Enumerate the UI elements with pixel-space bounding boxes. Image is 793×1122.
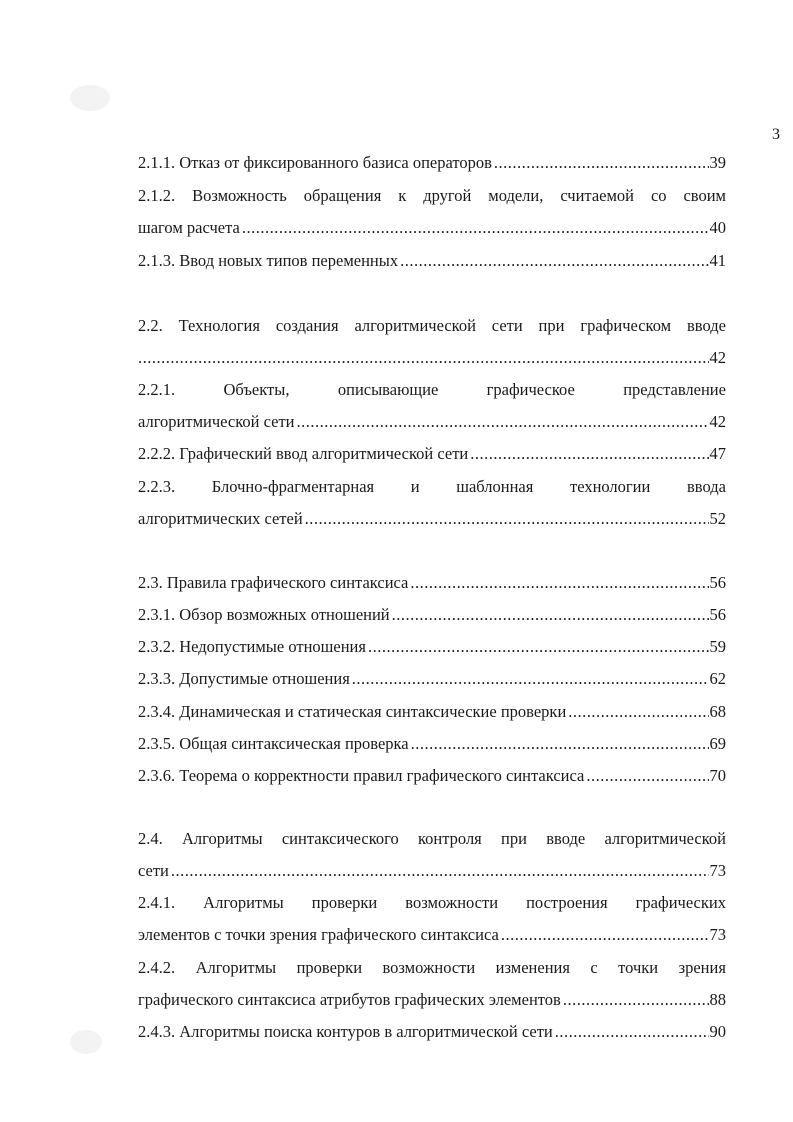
dot-leader bbox=[400, 249, 708, 273]
toc-entry-title: 2.1.1. Отказ от фиксированного базиса операторов bbox=[138, 153, 492, 172]
toc-entry-2-3-6[interactable] bbox=[138, 764, 726, 788]
toc-word: 2.2. bbox=[138, 316, 163, 335]
toc-entry-title: 2.3.2. Недопустимые отношения bbox=[138, 637, 366, 656]
toc-entry-title: 2.3.1. Обзор возможных отношений bbox=[138, 605, 390, 624]
toc-entry-title: элементов с точки зрения графического синтаксиса bbox=[138, 925, 499, 944]
toc-page-number: 56 bbox=[709, 605, 726, 624]
dot-leader bbox=[392, 603, 709, 627]
toc-entry-title: 2.3. Правила графического синтаксиса bbox=[138, 573, 409, 592]
toc-entry-2-4-line2[interactable] bbox=[138, 859, 726, 883]
dot-leader bbox=[501, 923, 709, 947]
toc-page-number: 39 bbox=[709, 153, 726, 172]
toc-word: считаемой bbox=[560, 186, 635, 205]
toc-entry-2-1-1[interactable] bbox=[138, 151, 726, 175]
toc-entry-title: графического синтаксиса атрибутов графических элементов bbox=[138, 990, 561, 1009]
toc-page-number: 56 bbox=[709, 573, 726, 592]
toc-entry-title: 2.3.4. Динамическая и статическая синтаксические проверки bbox=[138, 702, 567, 721]
dot-leader bbox=[555, 1020, 709, 1044]
toc-word: возможности bbox=[382, 958, 476, 977]
toc-entry-2-3-5[interactable] bbox=[138, 732, 726, 756]
toc-word: ввода bbox=[687, 477, 726, 496]
toc-page-number: 68 bbox=[709, 702, 726, 721]
toc-word: зрения bbox=[678, 958, 726, 977]
toc-page-number: 41 bbox=[709, 251, 726, 270]
toc-word: с bbox=[590, 958, 598, 977]
toc-entry-title: 2.1.3. Ввод новых типов переменных bbox=[138, 251, 399, 270]
dot-leader bbox=[242, 216, 709, 240]
toc-word: Технология bbox=[178, 316, 260, 335]
toc-page-number: 73 bbox=[709, 861, 726, 880]
toc-word: Объекты, bbox=[223, 380, 290, 399]
toc-word: вводе bbox=[686, 316, 726, 335]
toc-word: модели, bbox=[488, 186, 544, 205]
paper-stain bbox=[70, 85, 110, 111]
toc-word: Блочно-фрагментарная bbox=[211, 477, 375, 496]
toc-entry-title: 2.3.6. Теорема о корректности правил графического синтаксиса bbox=[138, 766, 585, 785]
toc-entry-title: 2.3.3. Допустимые отношения bbox=[138, 669, 350, 688]
toc-word: к bbox=[398, 186, 407, 205]
toc-word: контроля bbox=[418, 829, 482, 848]
toc-word: представление bbox=[623, 380, 726, 399]
toc-word: проверки bbox=[311, 893, 378, 912]
toc-entry-2-2-1-line1[interactable] bbox=[138, 378, 726, 402]
toc-page-number: 70 bbox=[709, 766, 726, 785]
toc-word: изменения bbox=[495, 958, 570, 977]
toc-word: алгоритмической bbox=[604, 829, 726, 848]
dot-leader bbox=[470, 442, 708, 466]
toc-entry-2-4-3[interactable] bbox=[138, 1020, 726, 1044]
toc-word: обращения bbox=[303, 186, 382, 205]
toc-entry-2-4-1-line1[interactable] bbox=[138, 891, 726, 915]
toc-word: Возможность bbox=[192, 186, 287, 205]
toc-word: создания bbox=[275, 316, 339, 335]
toc-entry-title: алгоритмических сетей bbox=[138, 509, 303, 528]
toc-entry-2-2-1-line2[interactable] bbox=[138, 410, 726, 434]
toc-word: шаблонная bbox=[456, 477, 534, 496]
dot-leader bbox=[297, 410, 709, 434]
toc-word: вводе bbox=[546, 829, 586, 848]
toc-word: графическое bbox=[486, 380, 575, 399]
toc-entry-2-4-line1[interactable] bbox=[138, 827, 726, 851]
toc-page-number: 69 bbox=[709, 734, 726, 753]
toc-word: при bbox=[501, 829, 527, 848]
toc-page-number: 40 bbox=[709, 218, 726, 237]
dot-leader bbox=[586, 764, 708, 788]
toc-entry-title: 2.3.5. Общая синтаксическая проверка bbox=[138, 734, 409, 753]
toc-entry-2-2-line1[interactable] bbox=[138, 314, 726, 338]
toc-page-number: 90 bbox=[709, 1022, 726, 1041]
toc-word: другой bbox=[423, 186, 472, 205]
toc-word: 2.2.1. bbox=[138, 380, 176, 399]
toc-entry-2-3-2[interactable] bbox=[138, 635, 726, 659]
paper-stain bbox=[70, 1030, 102, 1054]
toc-entry-2-2-3-line2[interactable] bbox=[138, 507, 726, 531]
toc-word: проверки bbox=[296, 958, 363, 977]
toc-page-number: 59 bbox=[709, 637, 726, 656]
toc-entry-2-2-line2[interactable] bbox=[138, 346, 726, 370]
toc-word: со bbox=[650, 186, 667, 205]
toc-word: 2.4.1. bbox=[138, 893, 176, 912]
toc-page-number: 42 bbox=[709, 412, 726, 431]
toc-word: Алгоритмы bbox=[182, 829, 263, 848]
dot-leader bbox=[410, 571, 708, 595]
toc-entry-2-3-3[interactable] bbox=[138, 667, 726, 691]
dot-leader bbox=[352, 667, 709, 691]
toc-word: при bbox=[538, 316, 565, 335]
toc-entry-2-1-3[interactable] bbox=[138, 249, 726, 273]
toc-word: синтаксического bbox=[281, 829, 399, 848]
toc-entry-2-2-3-line1[interactable] bbox=[138, 475, 726, 499]
toc-page-number: 52 bbox=[709, 509, 726, 528]
toc-entry-title: 2.2.2. Графический ввод алгоритмической сети bbox=[138, 444, 469, 463]
toc-word: 2.4. bbox=[138, 829, 163, 848]
toc-entry-title: 2.4.3. Алгоритмы поиска контуров в алгоритмической сети bbox=[138, 1022, 553, 1041]
dot-leader bbox=[171, 859, 709, 883]
toc-word: описывающие bbox=[337, 380, 439, 399]
toc-page-number: 62 bbox=[709, 669, 726, 688]
dot-leader bbox=[563, 988, 709, 1012]
dot-leader bbox=[138, 346, 709, 370]
dot-leader bbox=[411, 732, 709, 756]
toc-word: своим bbox=[683, 186, 726, 205]
toc-entry-2-1-2-line2[interactable] bbox=[138, 216, 726, 240]
toc-page-number: 47 bbox=[709, 444, 726, 463]
toc-word: 2.1.2. bbox=[138, 186, 176, 205]
toc-word: графических bbox=[635, 893, 726, 912]
toc-word: алгоритмической bbox=[354, 316, 476, 335]
toc-word: точки bbox=[618, 958, 659, 977]
toc-word: 2.4.2. bbox=[138, 958, 176, 977]
toc-entry-2-4-2-line2[interactable] bbox=[138, 988, 726, 1012]
page-number: 3 bbox=[772, 126, 780, 143]
toc-word: технологии bbox=[570, 477, 651, 496]
dot-leader bbox=[568, 700, 708, 724]
toc-entry-2-4-2-line1[interactable] bbox=[138, 956, 726, 980]
toc-entry-2-3-4[interactable] bbox=[138, 700, 726, 724]
toc-page-number: 73 bbox=[709, 925, 726, 944]
toc-word: графическом bbox=[580, 316, 672, 335]
dot-leader bbox=[368, 635, 709, 659]
toc-entry-2-1-2-line1[interactable] bbox=[138, 184, 726, 208]
toc-word: 2.2.3. bbox=[138, 477, 176, 496]
toc-entry-2-2-2[interactable] bbox=[138, 442, 726, 466]
toc-word: сети bbox=[491, 316, 523, 335]
toc-entry-2-4-1-line2[interactable] bbox=[138, 923, 726, 947]
toc-word: возможности bbox=[405, 893, 499, 912]
toc-entry-title: алгоритмической сети bbox=[138, 412, 295, 431]
toc-entry-2-3-1[interactable] bbox=[138, 603, 726, 627]
toc-page-number: 42 bbox=[709, 348, 726, 367]
toc-entry-title: сети bbox=[138, 861, 169, 880]
dot-leader bbox=[305, 507, 709, 531]
toc-word: построения bbox=[526, 893, 608, 912]
toc-entry-title: шагом расчета bbox=[138, 218, 240, 237]
toc-word: Алгоритмы bbox=[203, 893, 284, 912]
toc-page-number: 88 bbox=[709, 990, 726, 1009]
dot-leader bbox=[494, 151, 709, 175]
toc-word: и bbox=[410, 477, 420, 496]
toc-word: Алгоритмы bbox=[195, 958, 277, 977]
toc-entry-2-3[interactable] bbox=[138, 571, 726, 595]
